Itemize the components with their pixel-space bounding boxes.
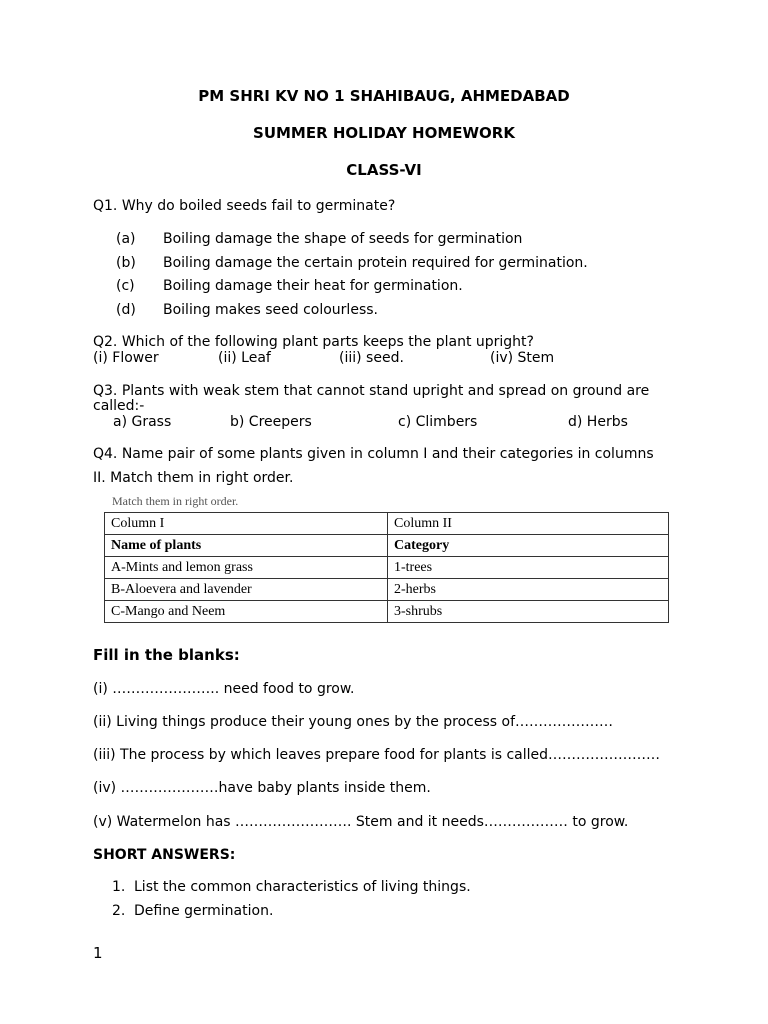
match-table xyxy=(104,512,669,623)
q1-option-text: Boiling damage the certain protein required for germination. xyxy=(163,255,588,271)
q2-option: (i) Flower xyxy=(93,350,159,366)
q1-option-label: (b) xyxy=(116,255,136,271)
table-header-row xyxy=(105,535,669,557)
table-cell: A-Mints and lemon grass xyxy=(105,557,388,579)
fill-blank-item: (v) Watermelon has ……………………. Stem and it needs……………… to grow. xyxy=(93,814,629,830)
q1-question: Q1. Why do boiled seeds fail to germinate? xyxy=(93,198,396,214)
q3-question-line1: Q3. Plants with weak stem that cannot stand upright and spread on ground are xyxy=(93,383,650,399)
cropped-image-text xyxy=(112,494,239,508)
homework-title: SUMMER HOLIDAY HOMEWORK xyxy=(253,124,515,142)
q2-option: (ii) Leaf xyxy=(218,350,271,366)
table-header-cell: Name of plants xyxy=(105,535,388,557)
short-answer-text: Define germination. xyxy=(134,903,274,919)
table-cell: Column II xyxy=(388,513,669,535)
q3-option: c) Climbers xyxy=(398,414,478,430)
fill-blank-item: (i) ………………….. need food to grow. xyxy=(93,681,355,697)
table-cell: B-Aloevera and lavender xyxy=(105,579,388,601)
q2-option: (iv) Stem xyxy=(490,350,555,366)
school-name: PM SHRI KV NO 1 SHAHIBAUG, AHMEDABAD xyxy=(198,87,570,105)
q3-option: a) Grass xyxy=(113,414,172,430)
table-row xyxy=(105,601,669,623)
short-answer-number: 2. xyxy=(112,903,126,919)
fill-blanks-heading: Fill in the blanks: xyxy=(93,646,240,664)
table-row xyxy=(105,513,669,535)
table-cell: 2-herbs xyxy=(388,579,669,601)
q3-question-line2: called:- xyxy=(93,398,145,414)
fill-blank-item: (iii) The process by which leaves prepare food for plants is called…………………… xyxy=(93,747,661,763)
q2-question: Q2. Which of the following plant parts keeps the plant upright? xyxy=(93,334,534,350)
table-row xyxy=(105,557,669,579)
q1-option-label: (a) xyxy=(116,231,136,247)
table-cell: 1-trees xyxy=(388,557,669,579)
table-cell: C-Mango and Neem xyxy=(105,601,388,623)
q1-option-text: Boiling damage their heat for germination. xyxy=(163,278,463,294)
q1-option-label: (c) xyxy=(116,278,135,294)
table-cell: Column I xyxy=(105,513,388,535)
short-answer-number: 1. xyxy=(112,879,126,895)
table-header-cell: Category xyxy=(388,535,669,557)
cropped-text: Match them in right order. xyxy=(112,494,239,508)
q1-option-text: Boiling damage the shape of seeds for germination xyxy=(163,231,523,247)
q4-question-line2: II. Match them in right order. xyxy=(93,470,294,486)
q1-option-label: (d) xyxy=(116,302,136,318)
q3-option: d) Herbs xyxy=(568,414,628,430)
short-answers-heading: SHORT ANSWERS: xyxy=(93,847,236,863)
q4-question-line1: Q4. Name pair of some plants given in column I and their categories in columns xyxy=(93,446,654,462)
class-title: CLASS-VI xyxy=(346,161,422,179)
table-cell: 3-shrubs xyxy=(388,601,669,623)
short-answer-text: List the common characteristics of living things. xyxy=(134,879,471,895)
q2-option: (iii) seed. xyxy=(339,350,404,366)
q1-option-text: Boiling makes seed colourless. xyxy=(163,302,378,318)
fill-blank-item: (ii) Living things produce their young ones by the process of………………… xyxy=(93,714,613,730)
table-row xyxy=(105,579,669,601)
fill-blank-item: (iv) …………………have baby plants inside them. xyxy=(93,780,431,796)
q3-option: b) Creepers xyxy=(230,414,312,430)
page-number: 1 xyxy=(93,944,103,962)
